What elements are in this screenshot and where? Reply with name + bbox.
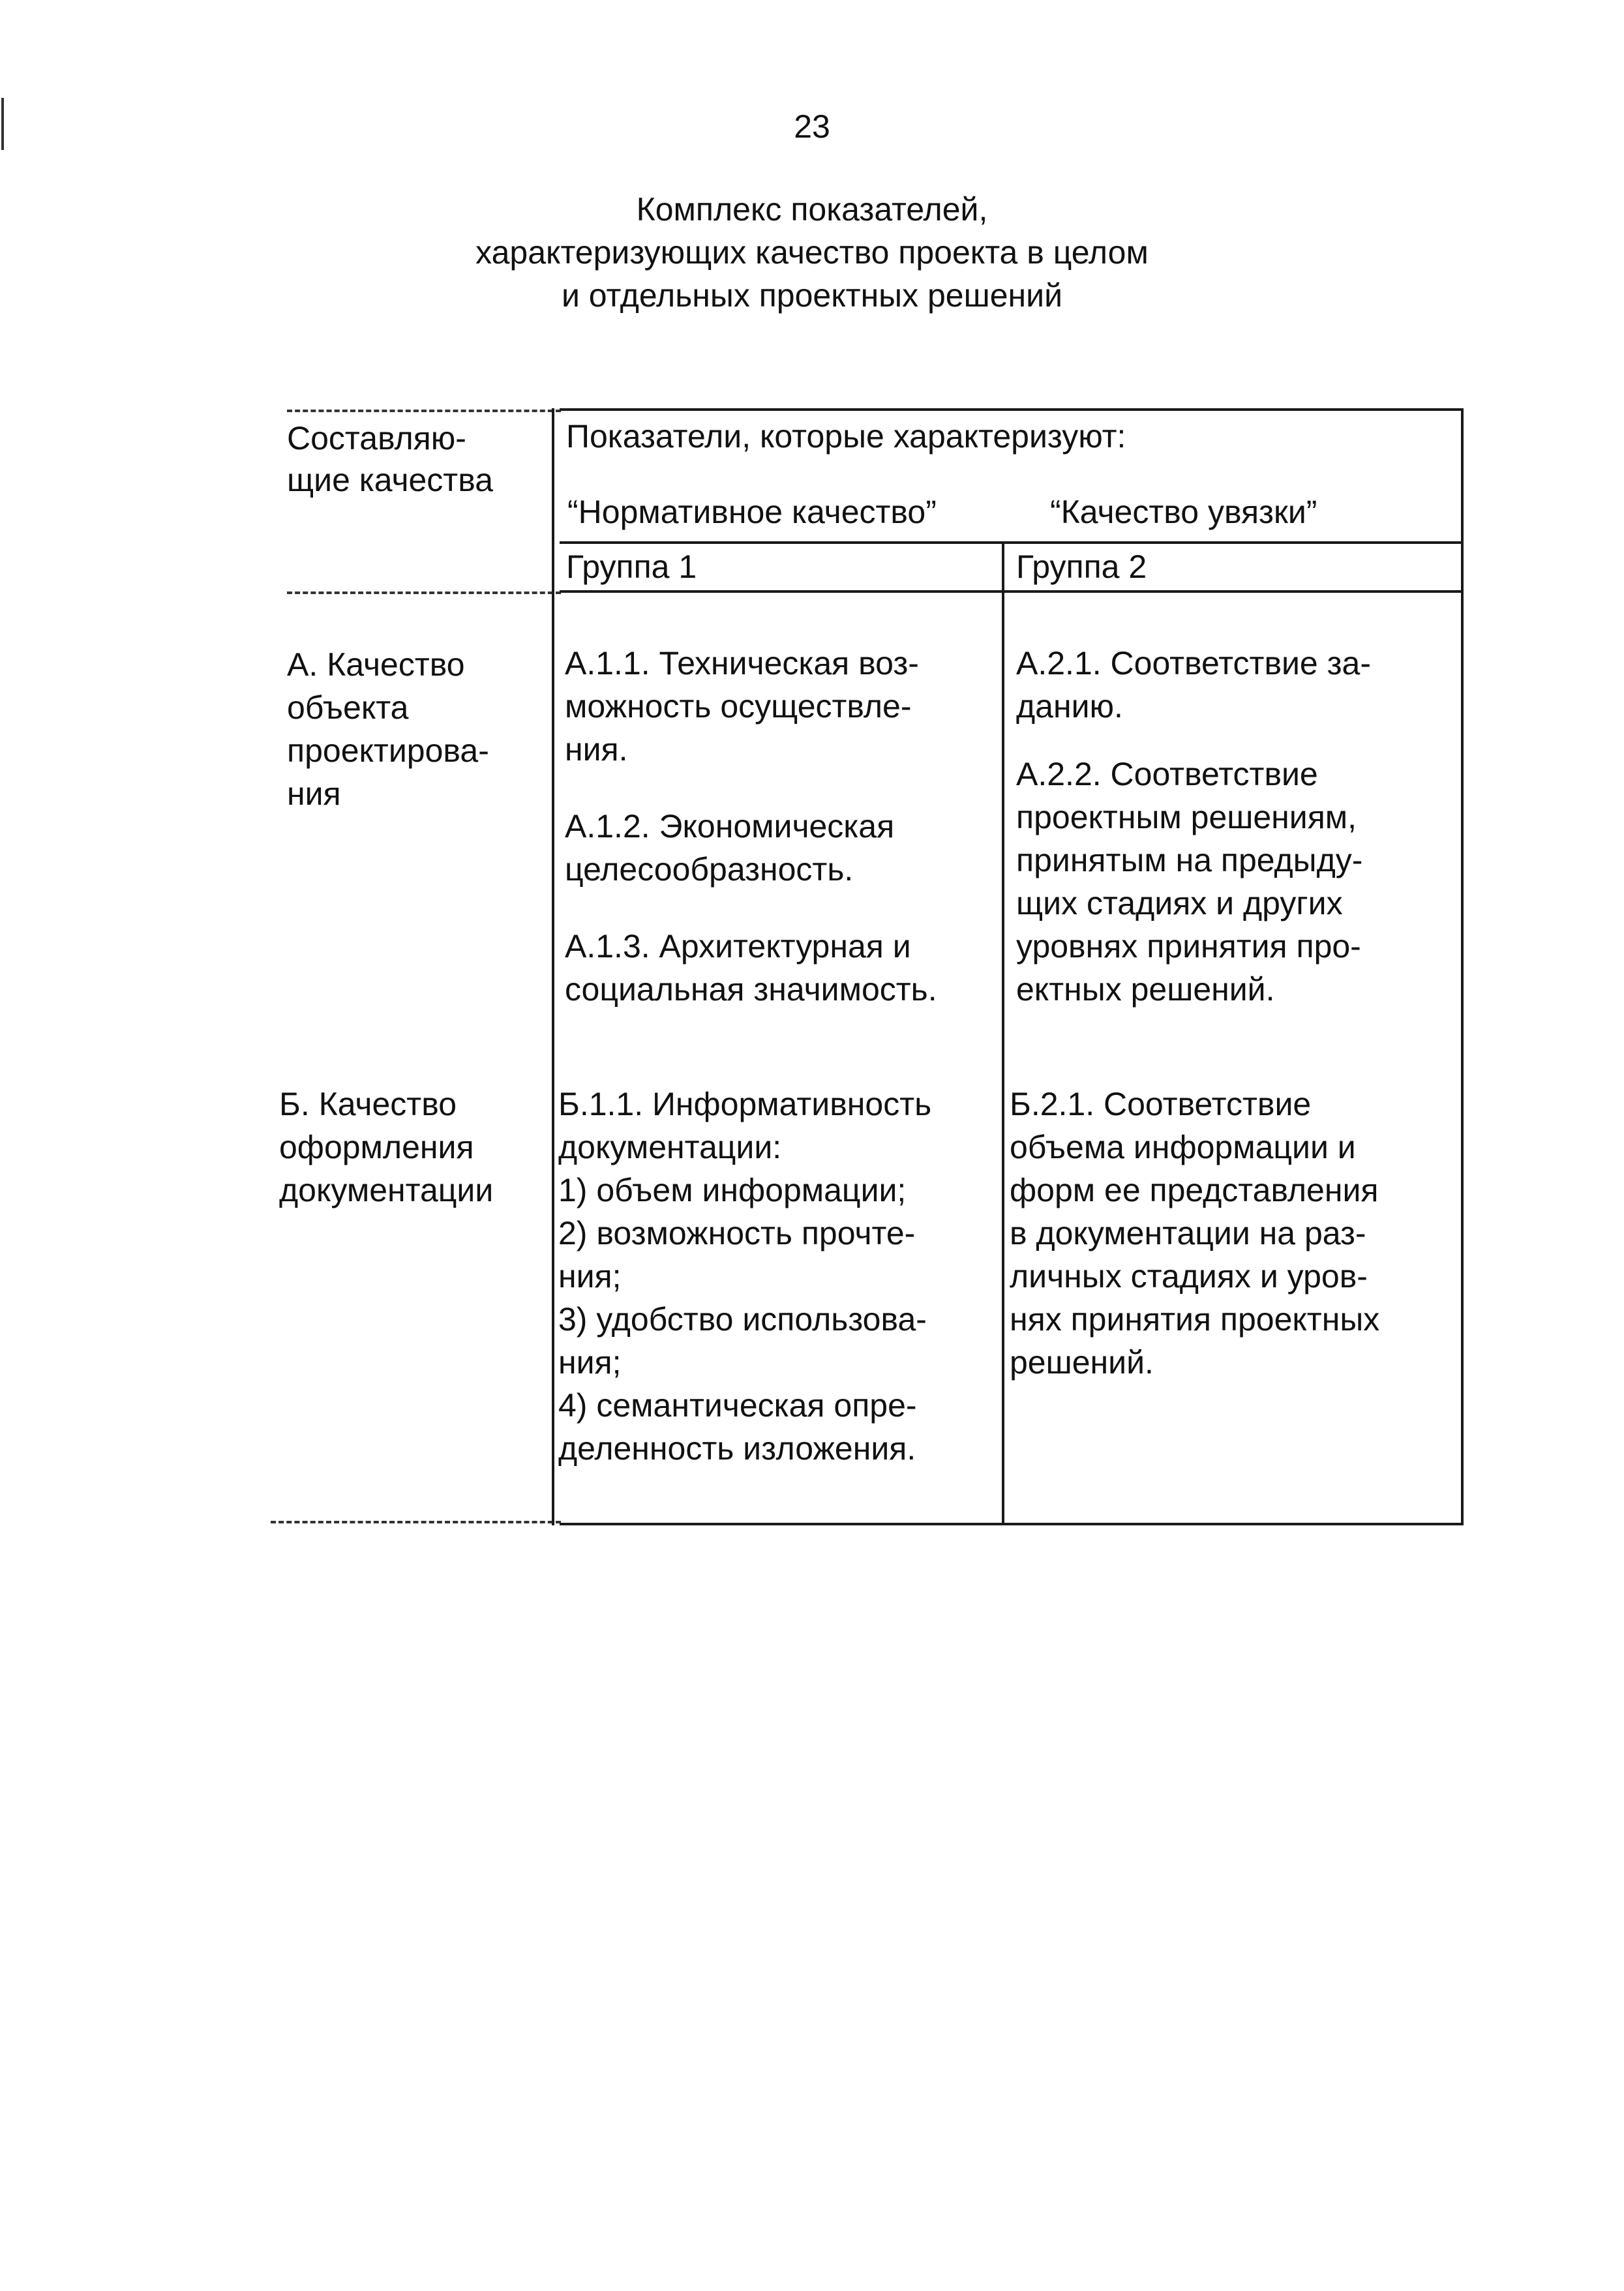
group-1-indicators-b: Б.1.1. Информативность документации: 1) объем информации; 2) возможность прочте- ния; 3) удобство использова- ния; 4) семантическая опре- деленность изложения. (558, 1086, 932, 1467)
subheader-normative-quality: “Нормативное качество” (567, 494, 937, 530)
component-a: А. Качество объекта проектирова- ния (287, 646, 489, 812)
group-2-indicators-b: Б.2.1. Соответствие объема информации и форм ее представления в документации на раз- личных стадиях и уров- нях принятия проектных решений. (1010, 1086, 1380, 1381)
title-line-1: Комплекс показателей, (636, 191, 988, 228)
group-2-header: Группа 2 (1016, 548, 1147, 585)
title-line-3: и отдельных проектных решений (561, 277, 1063, 314)
page-number: 23 (794, 108, 830, 145)
body-top-border (560, 590, 1464, 593)
component-b: Б. Качество оформления документации (279, 1086, 494, 1208)
column-divider-2 (1002, 541, 1004, 1525)
table-top-border-left (287, 410, 561, 412)
group-2-indicators-a (1016, 642, 1371, 1011)
header-divider (560, 541, 1464, 544)
page-title (0, 188, 1624, 317)
indicator-a-1-1: А.1.1. Техническая воз- можность осуществле- ния. (565, 645, 919, 768)
indicator-a-1-2: А.1.2. Экономическая целесообразность. (565, 808, 895, 888)
indicator-a-2-1: А.2.1. Соответствие за- данию. (1016, 645, 1372, 725)
column-header-indicators: Показатели, которые характеризуют: (566, 418, 1126, 455)
table-right-border (1461, 408, 1464, 1525)
column-header-components: Составляю- щие качества (287, 420, 494, 498)
group-1-header: Группа 1 (566, 548, 697, 585)
table-top-border (560, 408, 1464, 411)
table-bottom-border-left (271, 1521, 561, 1523)
title-line-2: характеризующих качество проекта в целом (475, 234, 1149, 271)
subheader-coordination-quality: “Качество увязки” (1050, 494, 1317, 530)
indicator-a-1-3: А.1.3. Архитектурная и социальная значимость. (565, 928, 937, 1008)
indicator-a-2-2: А.2.2. Соответствие проектным решениям, принятым на предыду- щих стадиях и других уровнях принятия про- ектных решений. (1016, 756, 1363, 1008)
group-1-indicators-a (565, 642, 937, 1011)
table-bottom-border (560, 1523, 1464, 1525)
column-divider-1 (552, 408, 554, 1525)
body-top-border-left (287, 591, 561, 594)
